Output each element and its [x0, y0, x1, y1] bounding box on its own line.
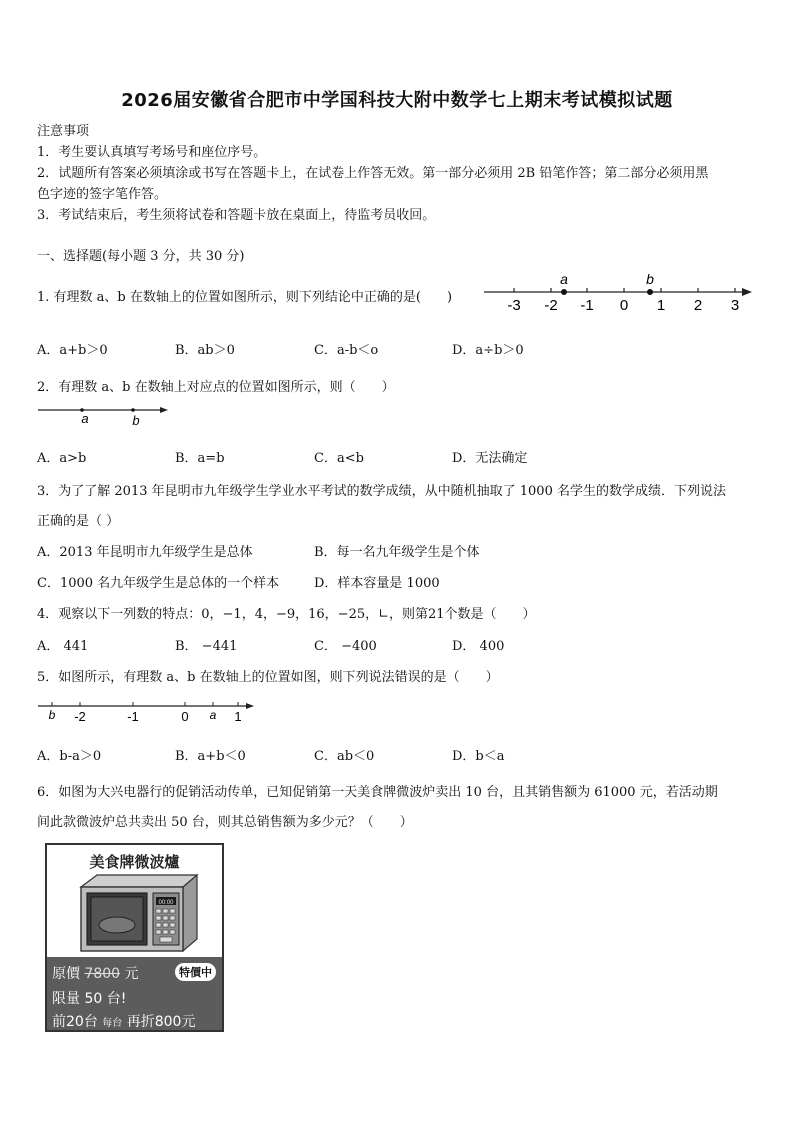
ad-deal-prefix: 前20台	[52, 1014, 98, 1030]
tick-label: -1	[580, 297, 594, 314]
q2-option-b[interactable]: B．a=b	[175, 451, 225, 466]
point-b-label: b	[132, 413, 140, 428]
microwave-display: 00:00	[158, 900, 174, 906]
point-a-label: a	[560, 271, 568, 287]
point-b	[131, 408, 135, 412]
point-a	[561, 289, 567, 295]
q4-option-b[interactable]: B． −441	[175, 639, 238, 654]
question-3-text-line2: 正确的是（ ）	[37, 514, 120, 529]
ad-price-unit: 元	[124, 966, 139, 982]
ad-deal-row	[52, 1011, 195, 1031]
ad-deal-each: 每台	[102, 1018, 123, 1029]
point-b-label: b	[48, 708, 56, 722]
q1-option-a[interactable]: A．a+b＞0	[37, 343, 108, 358]
arrow-head	[160, 407, 168, 413]
question-2-number-line	[36, 400, 176, 430]
tick-label: 0	[181, 709, 189, 724]
notice-item-1: 1．考生要认真填写考场号和座位序号。	[37, 145, 267, 160]
q5-option-b[interactable]: B．a+b＜0	[175, 749, 246, 764]
question-4-text: 4．观察以下一列数的特点：0，−1，4，−9，16，−25，∟，则第21个数是（ ）	[37, 607, 536, 622]
q3-option-b[interactable]: B．每一名九年级学生是个体	[314, 545, 480, 560]
tick-label: 0	[619, 297, 629, 314]
q2-option-d[interactable]: D．无法确定	[452, 451, 528, 466]
point-b-label: b	[646, 271, 654, 287]
question-3-text-line1: 3．为了了解 2013 年昆明市九年级学生学业水平考试的数学成绩，从中随机抽取了 1000 名学生的数学成绩．下列说法	[37, 484, 726, 499]
q1-option-d[interactable]: D．a÷b＞0	[452, 343, 524, 358]
ad-sale-badge: 特價中	[175, 963, 216, 981]
arrow-head	[742, 288, 752, 296]
q5-option-d[interactable]: D．b＜a	[452, 749, 505, 764]
notice-heading: 注意事项	[37, 124, 90, 139]
q5-option-c[interactable]: C．ab＜0	[314, 749, 375, 764]
ad-price-label: 原價	[52, 966, 80, 982]
q1-option-b[interactable]: B．ab＞0	[175, 343, 235, 358]
question-1-number-line	[480, 268, 760, 318]
tick-label: 1	[234, 709, 242, 724]
tick-label: -1	[127, 709, 139, 724]
q3-option-c[interactable]: C．1000 名九年级学生是总体的一个样本	[37, 576, 280, 591]
point-b	[647, 289, 653, 295]
q2-option-c[interactable]: C．a<b	[314, 451, 364, 466]
question-6-text-line2: 间此款微波炉总共卖出 50 台，则其总销售额为多少元？（ ）	[37, 815, 413, 830]
exam-title: 2026届安徽省合肥市中学国科技大附中数学七上期末考试模拟试题	[121, 90, 673, 111]
notice-item-3: 3．考试结束后，考生须将试卷和答题卡放在桌面上，待监考员收回。	[37, 208, 436, 223]
section-heading: 一、选择题(每小题 3 分，共 30 分)	[37, 249, 245, 264]
question-5-text: 5．如图所示，有理数 a、b 在数轴上的位置如图，则下列说法错误的是（ ）	[37, 670, 499, 685]
ad-price-panel	[47, 957, 222, 1030]
q3-option-a[interactable]: A．2013 年昆明市九年级学生是总体	[37, 545, 253, 560]
notice-item-2: 2．试题所有答案必须填涂或书写在答题卡上，在试卷上作答无效。第一部分必须用 2B 铅笔作答；第二部分必须用黑	[37, 166, 709, 181]
ad-original-price-row	[52, 963, 139, 983]
ad-limit: 限量 50 台!	[52, 991, 127, 1007]
q4-option-c[interactable]: C． −400	[314, 639, 377, 654]
q4-option-d[interactable]: D． 400	[452, 639, 505, 654]
q2-option-a[interactable]: A．a>b	[37, 451, 87, 466]
arrow-head	[246, 703, 254, 709]
tick-label: 1	[656, 297, 666, 314]
tick-label: -2	[74, 709, 86, 724]
question-6-text-line1: 6．如图为大兴电器行的促销活动传单，已知促销第一天美食牌微波炉卖出 10 台，且其销售额为 61000 元，若活动期	[37, 785, 718, 800]
point-a-label: a	[81, 411, 89, 426]
question-2-text: 2．有理数 a、b 在数轴上对应点的位置如图所示，则（ ）	[37, 380, 395, 395]
tick-label: 3	[730, 297, 740, 314]
question-5-number-line	[36, 696, 266, 728]
q5-option-a[interactable]: A．b-a＞0	[37, 749, 102, 764]
ad-deal-suffix: 再折800元	[126, 1014, 196, 1030]
ad-title: 美食牌微波爐	[89, 853, 180, 871]
tick-label: -3	[507, 297, 521, 314]
point-a-label: a	[209, 708, 217, 722]
notice-item-2-cont: 色字迹的签字笔作答。	[37, 187, 168, 202]
q1-option-c[interactable]: C．a-b＜o	[314, 343, 379, 358]
microwave-icon	[75, 871, 203, 957]
microwave-ad-figure	[45, 843, 224, 1032]
q4-option-a[interactable]: A． 441	[37, 639, 89, 654]
tick-label: -2	[544, 297, 558, 314]
question-1-text: 1. 有理数 a、b 在数轴上的位置如图所示，则下列结论中正确的是( )	[37, 290, 453, 305]
q3-option-d[interactable]: D．样本容量是 1000	[314, 576, 440, 591]
ad-price-value: 7800	[84, 966, 121, 982]
tick-label: 2	[693, 297, 703, 314]
